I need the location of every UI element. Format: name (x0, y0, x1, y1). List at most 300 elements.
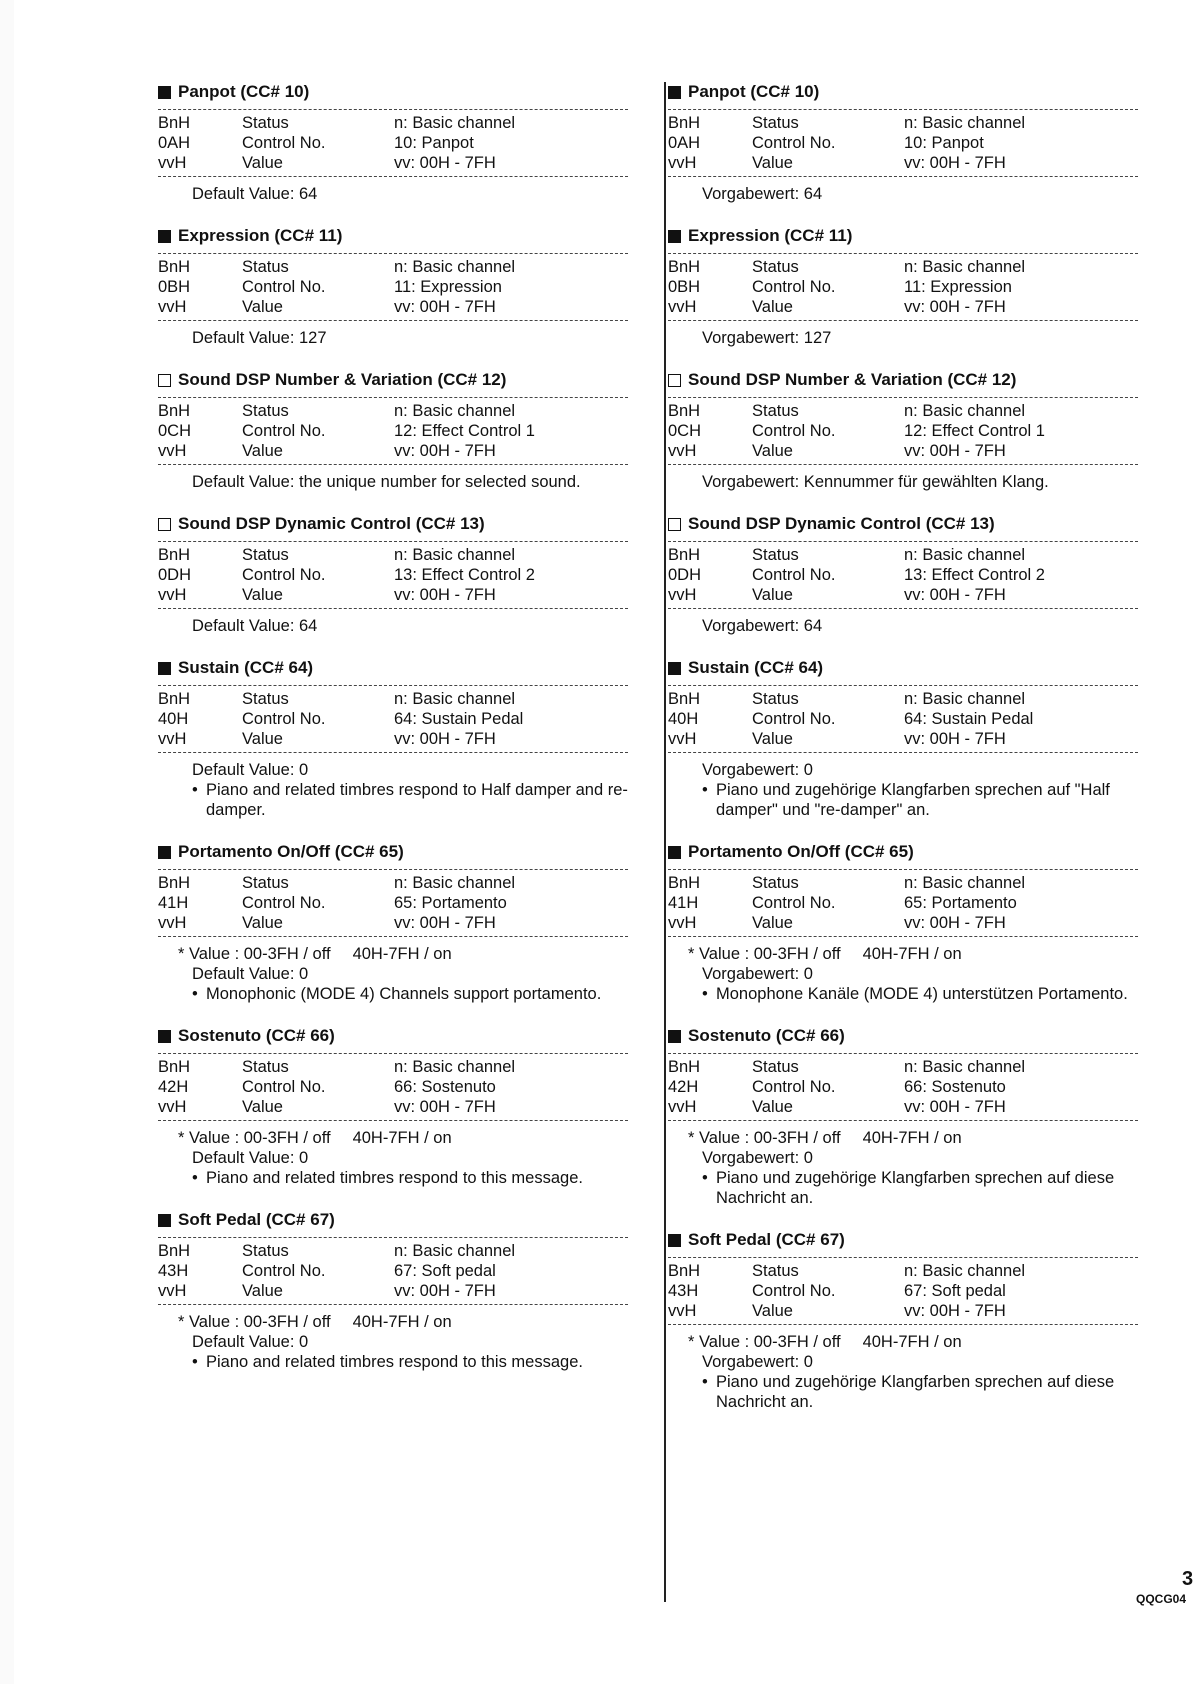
table-row (158, 1241, 515, 1261)
field-cell: Status (242, 546, 289, 564)
table-row (668, 401, 1045, 421)
description-cell: n: Basic channel (904, 690, 1026, 708)
description-cell: n: Basic channel (904, 546, 1026, 564)
default-value-note: Vorgabewert: 0 (702, 965, 813, 983)
field-cell: Value (752, 586, 793, 604)
field-cell: Status (242, 874, 289, 892)
byte-cell: 0DH (668, 566, 702, 584)
empty-square-icon (668, 518, 681, 531)
section-sustain-cc-64 (668, 654, 1138, 820)
table-row (158, 401, 535, 421)
description-cell: vv: 00H - 7FH (904, 1302, 1006, 1320)
description-cell: 11: Expression (394, 278, 502, 296)
dashed-divider (158, 1237, 628, 1238)
table-row (668, 585, 1045, 605)
message-table (668, 257, 1025, 317)
bullet-note (688, 1168, 1138, 1208)
field-cell: Status (752, 1058, 799, 1076)
description-cell: vv: 00H - 7FH (394, 1098, 496, 1116)
byte-cell: vvH (668, 1302, 697, 1320)
dashed-divider (668, 397, 1138, 398)
field-cell: Control No. (752, 422, 836, 440)
dashed-divider (668, 1053, 1138, 1054)
byte-cell: 42H (158, 1078, 189, 1096)
description-cell: 12: Effect Control 1 (904, 422, 1045, 440)
bullet-note (178, 984, 628, 1004)
value-on-range: 40H-7FH / on (352, 1129, 452, 1147)
message-table (158, 545, 535, 605)
dashed-divider (158, 685, 628, 686)
dashed-divider (668, 253, 1138, 254)
field-cell: Status (242, 258, 289, 276)
empty-square-icon (158, 374, 171, 387)
description-cell: vv: 00H - 7FH (904, 442, 1006, 460)
table-row (158, 153, 515, 173)
byte-cell: BnH (158, 546, 191, 564)
description-cell: n: Basic channel (394, 690, 516, 708)
dashed-divider (158, 608, 628, 609)
field-cell: Value (752, 298, 793, 316)
byte-cell: BnH (158, 114, 191, 132)
field-cell: Status (752, 258, 799, 276)
dashed-divider (158, 869, 628, 870)
description-cell: 10: Panpot (394, 134, 474, 152)
table-row (158, 1077, 515, 1097)
description-cell: 64: Sustain Pedal (904, 710, 1034, 728)
value-range-note (688, 1128, 1138, 1148)
section-heading (668, 1022, 1138, 1050)
description-cell: n: Basic channel (394, 1058, 516, 1076)
section-title: Sound DSP Dynamic Control (CC# 13) (178, 514, 485, 533)
section-portamento-on-off-cc-65 (158, 838, 628, 1004)
description-cell: 13: Effect Control 2 (904, 566, 1045, 584)
field-cell: Control No. (242, 1262, 326, 1280)
description-cell: vv: 00H - 7FH (904, 154, 1006, 172)
value-on-range: 40H-7FH / on (862, 945, 962, 963)
description-cell: 64: Sustain Pedal (394, 710, 524, 728)
filled-square-icon (668, 846, 681, 859)
dashed-divider (668, 1120, 1138, 1121)
field-cell: Value (242, 730, 283, 748)
description-cell: n: Basic channel (394, 402, 516, 420)
default-value-note: Default Value: 64 (192, 185, 318, 203)
bullet-text: Piano and related timbres respond to this message. (206, 1169, 583, 1187)
table-row (668, 893, 1025, 913)
value-on-range: 40H-7FH / on (862, 1333, 962, 1351)
table-row (668, 421, 1045, 441)
filled-square-icon (158, 846, 171, 859)
field-cell: Value (752, 914, 793, 932)
bullet-icon: • (702, 1373, 708, 1391)
section-title: Portamento On/Off (CC# 65) (178, 842, 404, 861)
default-value-note: Vorgabewert: 64 (702, 185, 823, 203)
description-cell: n: Basic channel (904, 1058, 1026, 1076)
byte-cell: vvH (158, 1098, 187, 1116)
filled-square-icon (158, 662, 171, 675)
table-row (668, 1261, 1025, 1281)
table-row (668, 257, 1025, 277)
dashed-divider (158, 397, 628, 398)
section-soft-pedal-cc-67 (668, 1226, 1138, 1412)
table-row (158, 421, 535, 441)
table-row (158, 1057, 515, 1077)
section-title: Sustain (CC# 64) (178, 658, 314, 677)
message-table (158, 257, 515, 317)
bullet-note (688, 780, 1138, 820)
message-table (158, 1057, 515, 1117)
dashed-divider (668, 320, 1138, 321)
byte-cell: BnH (158, 402, 191, 420)
field-cell: Value (752, 1302, 793, 1320)
section-notes (668, 1124, 1138, 1208)
dashed-divider (158, 936, 628, 937)
bullet-note (178, 780, 628, 820)
byte-cell: BnH (668, 874, 701, 892)
section-notes (668, 1328, 1138, 1412)
field-cell: Status (752, 546, 799, 564)
section-heading (668, 78, 1138, 106)
table-row (158, 441, 535, 461)
section-title: Portamento On/Off (CC# 65) (688, 842, 914, 861)
default-value-note: Default Value: 127 (192, 329, 327, 347)
section-title: Sound DSP Dynamic Control (CC# 13) (688, 514, 995, 533)
section-sustain-cc-64 (158, 654, 628, 820)
asterisk-icon: * (688, 1333, 700, 1351)
dashed-divider (668, 1324, 1138, 1325)
filled-square-icon (668, 86, 681, 99)
byte-cell: vvH (668, 586, 697, 604)
byte-cell: BnH (668, 1262, 701, 1280)
description-cell: vv: 00H - 7FH (394, 298, 496, 316)
table-row (158, 1261, 515, 1281)
byte-cell: 40H (158, 710, 189, 728)
byte-cell: vvH (158, 154, 187, 172)
dashed-divider (158, 1120, 628, 1121)
byte-cell: vvH (158, 1282, 187, 1300)
field-cell: Control No. (242, 1078, 326, 1096)
field-cell: Control No. (242, 710, 326, 728)
section-heading (158, 654, 628, 682)
dashed-divider (158, 752, 628, 753)
section-title: Panpot (CC# 10) (688, 82, 820, 101)
section-notes (158, 756, 628, 820)
field-cell: Value (242, 586, 283, 604)
section-sound-dsp-dynamic-control-cc-13 (668, 510, 1138, 636)
byte-cell: BnH (668, 690, 701, 708)
document-code: QQCG04 (1136, 1592, 1187, 1606)
table-row (668, 133, 1025, 153)
field-cell: Control No. (752, 1078, 836, 1096)
table-row (668, 689, 1033, 709)
field-cell: Value (242, 154, 283, 172)
message-table (668, 113, 1025, 173)
section-notes (668, 468, 1138, 492)
byte-cell: 0DH (158, 566, 192, 584)
message-table (158, 1241, 515, 1301)
byte-cell: 0AH (668, 134, 701, 152)
table-row (158, 1097, 515, 1117)
page-number: 3 (1182, 1568, 1193, 1590)
value-off-range: Value : 00-3FH / off (189, 945, 331, 963)
description-cell: vv: 00H - 7FH (394, 730, 496, 748)
section-heading (158, 222, 628, 250)
table-row (668, 1097, 1025, 1117)
message-table (668, 545, 1045, 605)
field-cell: Control No. (752, 1282, 836, 1300)
field-cell: Status (752, 402, 799, 420)
byte-cell: 42H (668, 1078, 699, 1096)
empty-square-icon (158, 518, 171, 531)
section-notes (668, 180, 1138, 204)
table-row (668, 153, 1025, 173)
default-value-note: Vorgabewert: 127 (702, 329, 832, 347)
bullet-icon: • (192, 1169, 198, 1187)
byte-cell: vvH (158, 730, 187, 748)
field-cell: Control No. (752, 278, 836, 296)
bullet-text: Piano und zugehörige Klangfarben sprechen auf diese Nachricht an. (716, 1373, 1115, 1411)
table-row (158, 709, 523, 729)
default-value-note: Vorgabewert: 0 (702, 761, 813, 779)
bullet-icon: • (192, 985, 198, 1003)
table-row (668, 545, 1045, 565)
table-row (668, 1077, 1025, 1097)
table-row (668, 729, 1033, 749)
byte-cell: 0CH (158, 422, 192, 440)
byte-cell: BnH (158, 690, 191, 708)
field-cell: Control No. (752, 894, 836, 912)
field-cell: Value (242, 914, 283, 932)
table-row (668, 1301, 1025, 1321)
section-notes (158, 468, 628, 492)
filled-square-icon (668, 1030, 681, 1043)
value-range-note (178, 944, 628, 964)
section-notes (158, 180, 628, 204)
bullet-text: Piano und zugehörige Klangfarben sprechen auf diese Nachricht an. (716, 1169, 1115, 1207)
byte-cell: 41H (668, 894, 699, 912)
section-heading (158, 838, 628, 866)
table-row (668, 873, 1025, 893)
section-notes (158, 1308, 628, 1372)
description-cell: 65: Portamento (394, 894, 507, 912)
section-heading (158, 1022, 628, 1050)
field-cell: Status (242, 690, 289, 708)
table-row (668, 113, 1025, 133)
message-table (668, 873, 1025, 933)
description-cell: vv: 00H - 7FH (394, 154, 496, 172)
field-cell: Control No. (242, 422, 326, 440)
field-cell: Value (242, 1282, 283, 1300)
filled-square-icon (158, 86, 171, 99)
section-notes (668, 612, 1138, 636)
section-title: Sustain (CC# 64) (688, 658, 824, 677)
description-cell: vv: 00H - 7FH (904, 914, 1006, 932)
dashed-divider (158, 109, 628, 110)
description-cell: n: Basic channel (394, 114, 516, 132)
section-panpot-cc-10 (668, 78, 1138, 204)
byte-cell: vvH (158, 586, 187, 604)
byte-cell: 0CH (668, 422, 702, 440)
dashed-divider (668, 541, 1138, 542)
value-off-range: Value : 00-3FH / off (699, 1333, 841, 1351)
section-heading (668, 510, 1138, 538)
byte-cell: vvH (668, 298, 697, 316)
section-panpot-cc-10 (158, 78, 628, 204)
description-cell: 67: Soft pedal (394, 1262, 496, 1280)
byte-cell: vvH (668, 914, 697, 932)
description-cell: vv: 00H - 7FH (904, 298, 1006, 316)
dashed-divider (668, 752, 1138, 753)
section-notes (158, 940, 628, 1004)
section-sostenuto-cc-66 (668, 1022, 1138, 1208)
field-cell: Value (242, 1098, 283, 1116)
table-row (668, 441, 1045, 461)
filled-square-icon (158, 230, 171, 243)
description-cell: vv: 00H - 7FH (394, 586, 496, 604)
byte-cell: BnH (668, 114, 701, 132)
description-cell: 66: Sostenuto (904, 1078, 1006, 1096)
section-portamento-on-off-cc-65 (668, 838, 1138, 1004)
field-cell: Control No. (752, 710, 836, 728)
section-sostenuto-cc-66 (158, 1022, 628, 1188)
byte-cell: 43H (158, 1262, 189, 1280)
section-soft-pedal-cc-67 (158, 1206, 628, 1372)
section-notes (668, 940, 1138, 1004)
byte-cell: vvH (668, 730, 697, 748)
value-range-note (688, 1332, 1138, 1352)
field-cell: Status (752, 874, 799, 892)
byte-cell: BnH (668, 258, 701, 276)
section-heading (158, 78, 628, 106)
value-range-note (688, 944, 1138, 964)
field-cell: Status (242, 1242, 289, 1260)
section-sound-dsp-number-variation-cc-12 (668, 366, 1138, 492)
section-heading (668, 222, 1138, 250)
table-row (158, 913, 515, 933)
filled-square-icon (158, 1030, 171, 1043)
default-value-note: Default Value: 0 (192, 965, 309, 983)
section-notes (158, 1124, 628, 1188)
byte-cell: vvH (668, 442, 697, 460)
bullet-text: Monophone Kanäle (MODE 4) unterstützen Portamento. (716, 985, 1128, 1003)
asterisk-icon: * (178, 1129, 190, 1147)
section-heading (668, 654, 1138, 682)
table-row (158, 113, 515, 133)
section-expression-cc-11 (158, 222, 628, 348)
table-row (668, 277, 1025, 297)
byte-cell: vvH (158, 442, 187, 460)
section-title: Sostenuto (CC# 66) (178, 1026, 335, 1045)
field-cell: Status (752, 114, 799, 132)
description-cell: n: Basic channel (394, 258, 516, 276)
description-cell: 12: Effect Control 1 (394, 422, 535, 440)
byte-cell: 41H (158, 894, 189, 912)
description-cell: n: Basic channel (394, 1242, 516, 1260)
value-range-note (178, 1128, 628, 1148)
asterisk-icon: * (178, 1313, 190, 1331)
byte-cell: vvH (668, 154, 697, 172)
dashed-divider (158, 541, 628, 542)
section-heading (668, 1226, 1138, 1254)
byte-cell: BnH (668, 546, 701, 564)
byte-cell: BnH (158, 1242, 191, 1260)
dashed-divider (668, 608, 1138, 609)
table-row (158, 1281, 515, 1301)
table-row (158, 585, 535, 605)
value-on-range: 40H-7FH / on (352, 1313, 452, 1331)
section-notes (158, 612, 628, 636)
byte-cell: vvH (668, 1098, 697, 1116)
section-title: Sound DSP Number & Variation (CC# 12) (688, 370, 1017, 389)
table-row (668, 1281, 1025, 1301)
empty-square-icon (668, 374, 681, 387)
message-table (158, 113, 515, 173)
byte-cell: 0AH (158, 134, 191, 152)
byte-cell: 0BH (668, 278, 701, 296)
description-cell: vv: 00H - 7FH (904, 586, 1006, 604)
field-cell: Value (752, 730, 793, 748)
field-cell: Status (752, 1262, 799, 1280)
default-value-note: Vorgabewert: 64 (702, 617, 823, 635)
description-cell: 13: Effect Control 2 (394, 566, 535, 584)
bullet-icon: • (702, 1169, 708, 1187)
field-cell: Control No. (242, 894, 326, 912)
description-cell: n: Basic channel (904, 1262, 1026, 1280)
section-notes (158, 324, 628, 348)
description-cell: n: Basic channel (394, 546, 516, 564)
description-cell: vv: 00H - 7FH (904, 1098, 1006, 1116)
field-cell: Value (752, 1098, 793, 1116)
message-table (668, 1057, 1025, 1117)
field-cell: Value (752, 154, 793, 172)
dashed-divider (668, 464, 1138, 465)
field-cell: Value (242, 442, 283, 460)
description-cell: 11: Expression (904, 278, 1012, 296)
dashed-divider (158, 1304, 628, 1305)
byte-cell: vvH (158, 914, 187, 932)
table-row (668, 709, 1033, 729)
asterisk-icon: * (688, 1129, 700, 1147)
bullet-text: Piano und zugehörige Klangfarben sprechen auf "Half damper" und "re-damper" an. (716, 781, 1110, 819)
default-value-note: Vorgabewert: 0 (702, 1353, 813, 1371)
byte-cell: 0BH (158, 278, 191, 296)
table-row (158, 133, 515, 153)
section-title: Expression (CC# 11) (688, 226, 853, 245)
field-cell: Status (242, 402, 289, 420)
description-cell: n: Basic channel (904, 114, 1026, 132)
section-notes (668, 324, 1138, 348)
message-table (158, 401, 535, 461)
byte-cell: vvH (158, 298, 187, 316)
message-table (158, 689, 523, 749)
default-value-note: Default Value: 0 (192, 761, 309, 779)
description-cell: n: Basic channel (904, 402, 1026, 420)
section-heading (668, 366, 1138, 394)
bullet-note (178, 1168, 628, 1188)
dashed-divider (668, 109, 1138, 110)
dashed-divider (158, 176, 628, 177)
byte-cell: BnH (668, 1058, 701, 1076)
value-off-range: Value : 00-3FH / off (189, 1313, 331, 1331)
dashed-divider (158, 320, 628, 321)
dashed-divider (668, 936, 1138, 937)
bullet-icon: • (702, 781, 708, 799)
description-cell: n: Basic channel (394, 874, 516, 892)
table-row (158, 257, 515, 277)
description-cell: n: Basic channel (904, 874, 1026, 892)
filled-square-icon (668, 662, 681, 675)
description-cell: n: Basic channel (904, 258, 1026, 276)
table-row (668, 1057, 1025, 1077)
